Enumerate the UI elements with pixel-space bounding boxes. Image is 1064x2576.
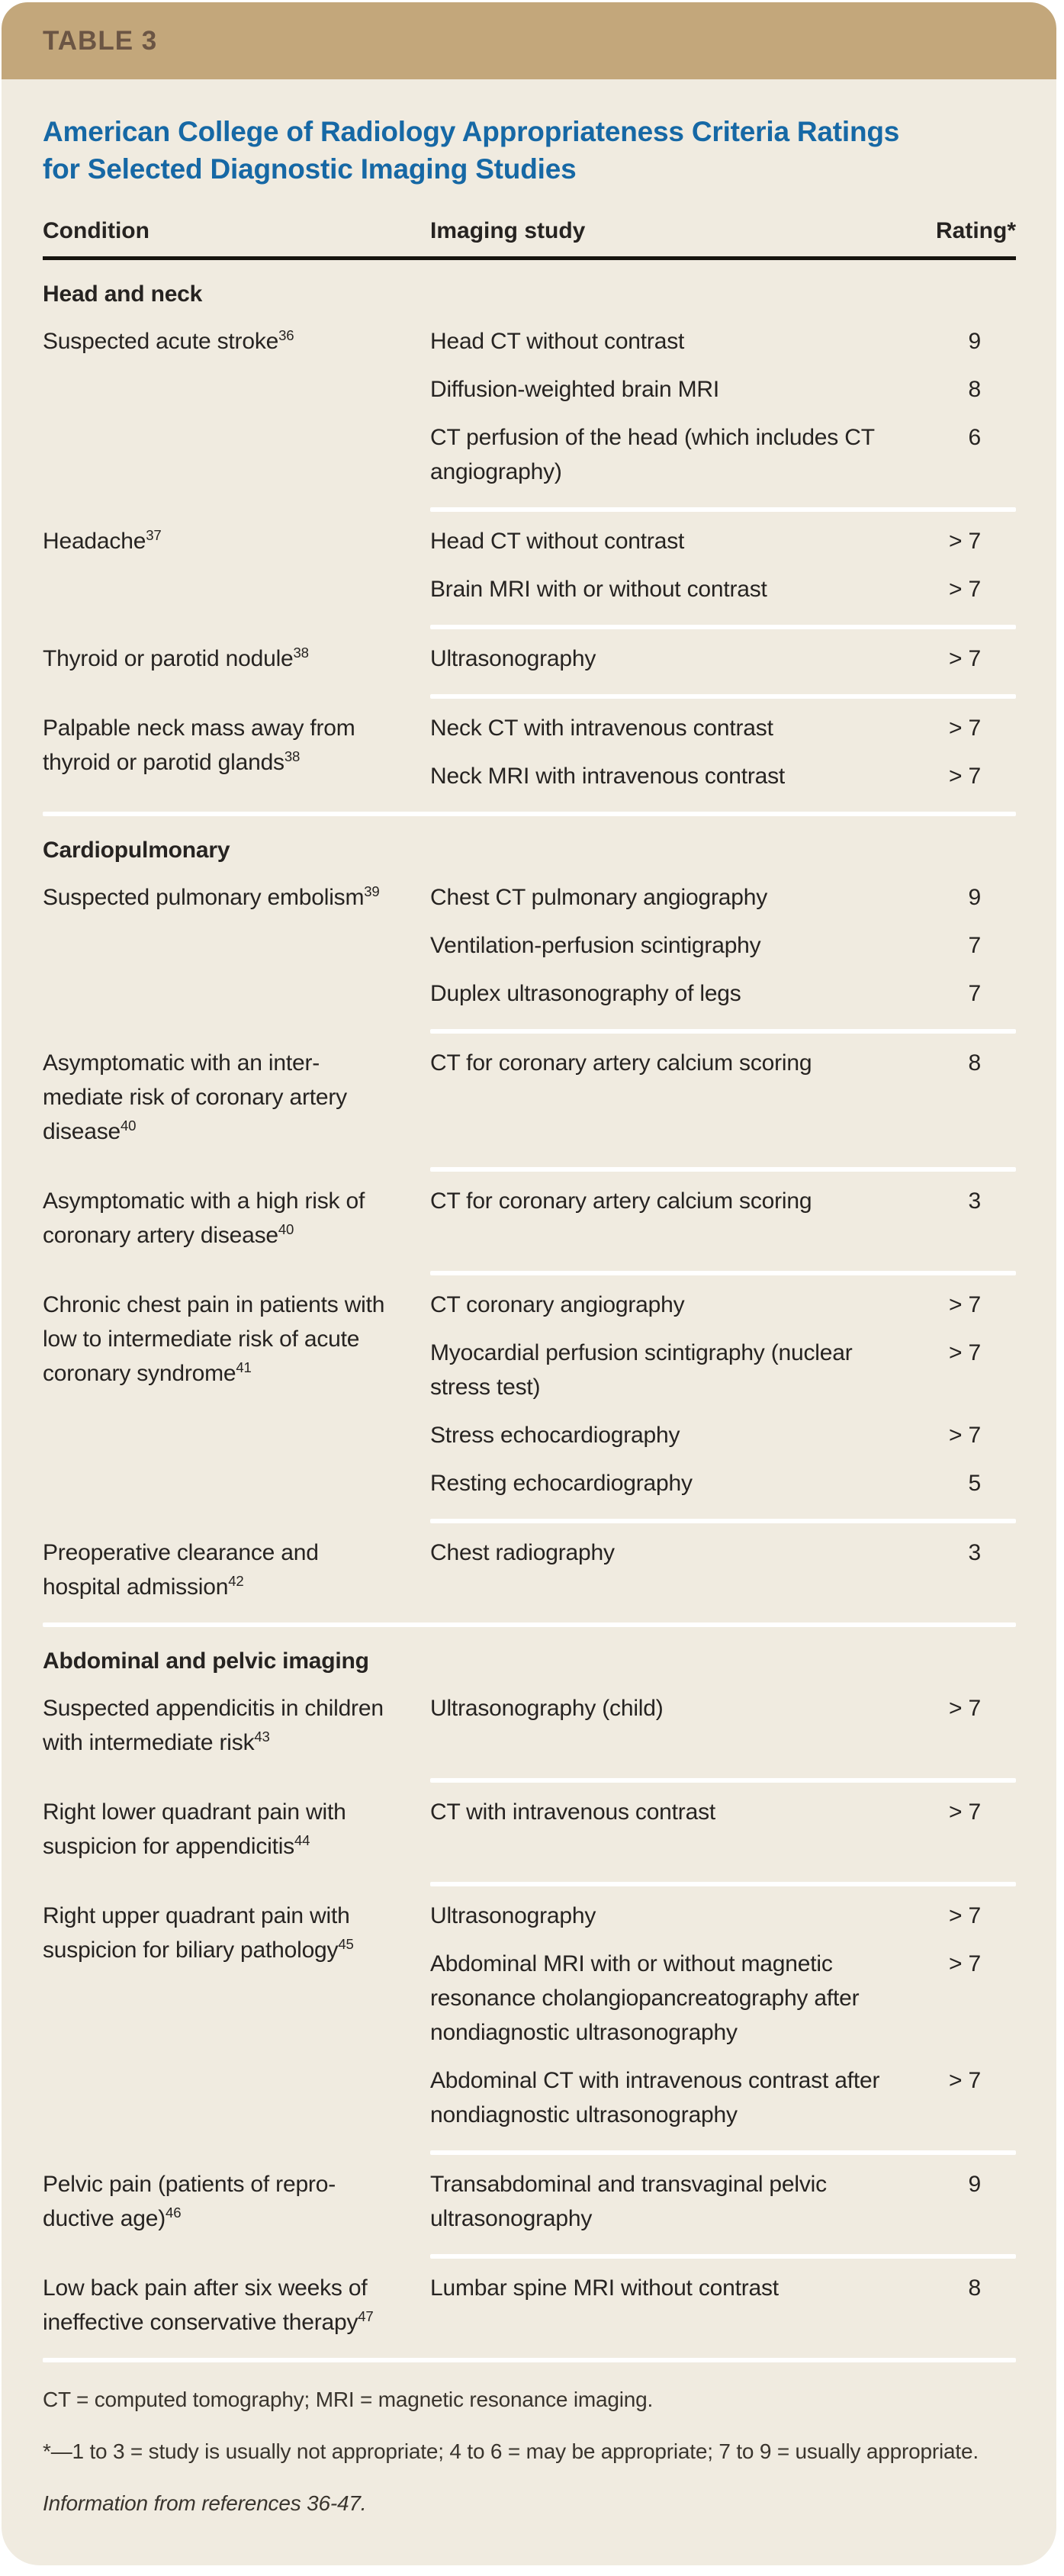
table-header-bar [2, 2, 1056, 79]
imaging-study-name: Stress echocardiography [430, 1423, 680, 1449]
condition-text: Headache [43, 529, 146, 555]
rating-value: > 7 [949, 529, 981, 555]
imaging-studies-list [430, 1795, 1016, 1864]
imaging-studies-list [430, 2271, 1016, 2340]
condition-cell [43, 642, 387, 676]
imaging-studies-list [430, 1288, 1016, 1500]
imaging-studies-list [430, 880, 1016, 1011]
table-title: American College of Radiology Appropriateness Criteria Ratings for Selected Diagnostic Imaging Studies [43, 116, 900, 185]
condition-row [43, 629, 1016, 694]
condition-row [43, 868, 1016, 1029]
imaging-studies-list [430, 1899, 1016, 2132]
imaging-study-row [430, 1466, 1016, 1500]
condition-text: Chronic chest pain in patients with low to intermediate risk of acute coronary syndrome [43, 1292, 385, 1387]
section-separator [43, 1622, 1016, 1627]
imaging-study-name: Brain MRI with or without contrast [430, 577, 767, 603]
imaging-study-name: Ultrasonography [430, 646, 596, 672]
imaging-study-name: Ultrasonography (child) [430, 1696, 664, 1722]
table-sections [43, 281, 1016, 2358]
condition-text: Low back pain after six weeks of ineffective conservative therapy [43, 2275, 368, 2336]
condition-text: Pelvic pain (patients of reproductive age) [43, 2172, 336, 2232]
imaging-studies-list [430, 1536, 1016, 1604]
abbreviation-note: CT = computed tomography; MRI = magnetic resonance imaging. [43, 2388, 654, 2412]
imaging-study-row [430, 711, 1016, 745]
rating-value: 8 [968, 377, 981, 403]
condition-cell [43, 1691, 387, 1760]
condition-row [43, 1034, 1016, 1167]
rating-value: > 7 [949, 577, 981, 603]
reference-superscript: 42 [228, 1573, 244, 1590]
rating-value: > 7 [949, 1903, 981, 1929]
imaging-study-row [430, 1184, 1016, 1218]
column-header-row [43, 218, 1016, 260]
imaging-study-name: Resting echocardiography [430, 1471, 693, 1497]
rating-scale-note: *—1 to 3 = study is usually not appropriate; 4 to 6 = may be appropriate; 7 to 9 = usually appropriate. [43, 2439, 979, 2464]
imaging-study-name: Myocardial perfusion scintigraphy (nuclear stress test) [430, 1340, 853, 1401]
column-header-imaging-study: Imaging study [430, 218, 586, 244]
imaging-study-row [430, 420, 1016, 489]
condition-row [43, 2155, 1016, 2254]
reference-superscript: 36 [278, 327, 294, 344]
condition-text: Right lower quadrant pain with suspicion for appendicitis [43, 1799, 346, 1860]
condition-text: Asymptomatic with a high risk of coronary artery disease [43, 1188, 365, 1249]
condition-row [43, 1783, 1016, 1882]
rating-value: 3 [968, 1188, 981, 1214]
rating-value: > 7 [949, 1799, 981, 1825]
rating-value: > 7 [949, 1292, 981, 1318]
rating-value: 9 [968, 329, 981, 355]
condition-cell [43, 1795, 387, 1864]
reference-superscript: 37 [146, 527, 162, 544]
imaging-study-row [430, 324, 1016, 359]
rating-value: > 7 [949, 1951, 981, 1977]
condition-cell [43, 2167, 387, 2236]
imaging-study-name: Ventilation-perfusion scintigraphy [430, 933, 761, 959]
condition-text: Thyroid or parotid nodule [43, 646, 294, 672]
condition-row [43, 2259, 1016, 2358]
condition-row [43, 1886, 1016, 2150]
imaging-study-name: CT for coronary artery calcium scoring [430, 1050, 812, 1076]
imaging-study-row [430, 759, 1016, 793]
imaging-study-name: Head CT without contrast [430, 329, 685, 355]
rating-value: > 7 [949, 1696, 981, 1722]
imaging-study-row [430, 880, 1016, 915]
reference-superscript: 41 [236, 1359, 252, 1376]
imaging-study-name: Lumbar spine MRI without contrast [430, 2275, 779, 2301]
column-header-condition: Condition [43, 218, 149, 244]
condition-cell [43, 524, 387, 606]
imaging-study-name: Diffusion-weighted brain MRI [430, 377, 720, 403]
reference-superscript: 40 [121, 1118, 137, 1134]
imaging-studies-list [430, 524, 1016, 606]
rating-value: > 7 [949, 764, 981, 790]
source-note: Information from references 36-47. [43, 2491, 367, 2516]
reference-superscript: 43 [254, 1729, 270, 1745]
imaging-study-name: Abdominal MRI with or without magnetic resonance cholangiopancreatography after nondiagnostic ultrasonography [430, 1951, 860, 2046]
condition-cell [43, 880, 387, 1011]
imaging-study-name: Neck CT with intravenous contrast [430, 716, 773, 741]
rating-value: 7 [968, 933, 981, 959]
imaging-study-name: Abdominal CT with intravenous contrast after nondiagnostic ultrasonography [430, 2068, 880, 2128]
imaging-studies-list [430, 1046, 1016, 1149]
imaging-studies-list [430, 1691, 1016, 1760]
imaging-studies-list [430, 2167, 1016, 2236]
rating-value: 8 [968, 2275, 981, 2301]
rating-value: > 7 [949, 2068, 981, 2094]
condition-text: Asymptomatic with an intermediate risk of coronary artery disease [43, 1050, 347, 1145]
imaging-study-row [430, 572, 1016, 606]
condition-row [43, 1523, 1016, 1622]
imaging-study-name: Head CT without contrast [430, 529, 685, 555]
condition-text: Suspected pulmonary embolism [43, 885, 365, 911]
condition-cell [43, 1046, 387, 1149]
imaging-study-name: Chest CT pulmonary angiography [430, 885, 768, 911]
section-separator [43, 812, 1016, 816]
imaging-studies-list [430, 1184, 1016, 1253]
rating-value: 5 [968, 1471, 981, 1497]
imaging-study-row [430, 2063, 1016, 2132]
imaging-study-name: Transabdominal and transvaginal pelvic ultrasonography [430, 2172, 827, 2232]
rating-value: 9 [968, 2172, 981, 2198]
imaging-study-row [430, 1418, 1016, 1452]
imaging-study-row [430, 1947, 1016, 2050]
reference-superscript: 38 [293, 645, 309, 661]
section-header-cardiopulmonary: Cardiopulmonary [43, 838, 230, 863]
imaging-study-name: Neck MRI with intravenous contrast [430, 764, 786, 790]
imaging-study-row [430, 1899, 1016, 1933]
table-number-label: TABLE 3 [43, 25, 158, 56]
condition-cell [43, 2271, 387, 2340]
rating-value: > 7 [949, 1340, 981, 1366]
imaging-study-name: CT coronary angiography [430, 1292, 685, 1318]
imaging-study-name: CT perfusion of the head (which includes CT angiography) [430, 425, 875, 485]
page [0, 2, 1064, 2576]
condition-text: Right upper quadrant pain with suspicion for biliary pathology [43, 1903, 350, 1963]
reference-superscript: 44 [294, 1832, 310, 1849]
condition-text: Suspected appendicitis in children with intermediate risk [43, 1696, 384, 1756]
condition-cell [43, 1184, 387, 1253]
condition-cell [43, 1536, 387, 1604]
reference-superscript: 47 [358, 2308, 374, 2325]
reference-superscript: 39 [364, 883, 380, 900]
imaging-study-row [430, 1288, 1016, 1322]
section-header-head-and-neck: Head and neck [43, 281, 203, 307]
condition-cell [43, 1288, 387, 1500]
imaging-study-row [430, 642, 1016, 676]
rating-value: 3 [968, 1540, 981, 1566]
rating-value: 6 [968, 425, 981, 451]
rating-value: 7 [968, 981, 981, 1007]
section-header-abdominal-and-pelvic-imaging: Abdominal and pelvic imaging [43, 1648, 369, 1674]
rating-value: > 7 [949, 646, 981, 672]
condition-cell [43, 711, 387, 793]
imaging-study-name: Duplex ultrasonography of legs [430, 981, 741, 1007]
condition-text: Suspected acute stroke [43, 329, 279, 355]
condition-cell [43, 324, 387, 489]
imaging-study-row [430, 524, 1016, 558]
imaging-studies-list [430, 324, 1016, 489]
table-body [2, 113, 1056, 2565]
imaging-study-row [430, 976, 1016, 1011]
condition-row [43, 512, 1016, 625]
imaging-study-name: CT with intravenous contrast [430, 1799, 716, 1825]
imaging-study-name: Chest radiography [430, 1540, 615, 1566]
imaging-studies-list [430, 711, 1016, 793]
rating-value: > 7 [949, 716, 981, 741]
imaging-study-row [430, 2167, 1016, 2236]
condition-row [43, 1679, 1016, 1778]
imaging-study-row [430, 1795, 1016, 1829]
rating-value: > 7 [949, 1423, 981, 1449]
condition-row [43, 699, 1016, 812]
condition-cell [43, 1899, 387, 2132]
imaging-study-row [430, 1691, 1016, 1725]
condition-text: Preoperative clearance and hospital admission [43, 1540, 319, 1600]
imaging-study-row [430, 928, 1016, 963]
imaging-study-row [430, 1336, 1016, 1404]
table-card [2, 2, 1056, 2565]
condition-text: Palpable neck mass away from thyroid or parotid glands [43, 716, 355, 776]
imaging-study-row [430, 2271, 1016, 2305]
condition-row [43, 1275, 1016, 1519]
reference-superscript: 45 [338, 1936, 354, 1953]
column-header-rating: Rating* [936, 218, 1016, 244]
condition-row [43, 312, 1016, 507]
rating-value: 8 [968, 1050, 981, 1076]
reference-superscript: 38 [284, 748, 301, 765]
rating-value: 9 [968, 885, 981, 911]
imaging-study-name: CT for coronary artery calcium scoring [430, 1188, 812, 1214]
reference-superscript: 40 [278, 1221, 294, 1238]
condition-row [43, 1172, 1016, 1271]
imaging-studies-list [430, 642, 1016, 676]
imaging-study-row [430, 1046, 1016, 1080]
imaging-study-row [430, 1536, 1016, 1570]
table-footnotes [43, 2362, 1016, 2539]
imaging-study-row [430, 372, 1016, 407]
imaging-study-name: Ultrasonography [430, 1903, 596, 1929]
reference-superscript: 46 [166, 2205, 182, 2221]
